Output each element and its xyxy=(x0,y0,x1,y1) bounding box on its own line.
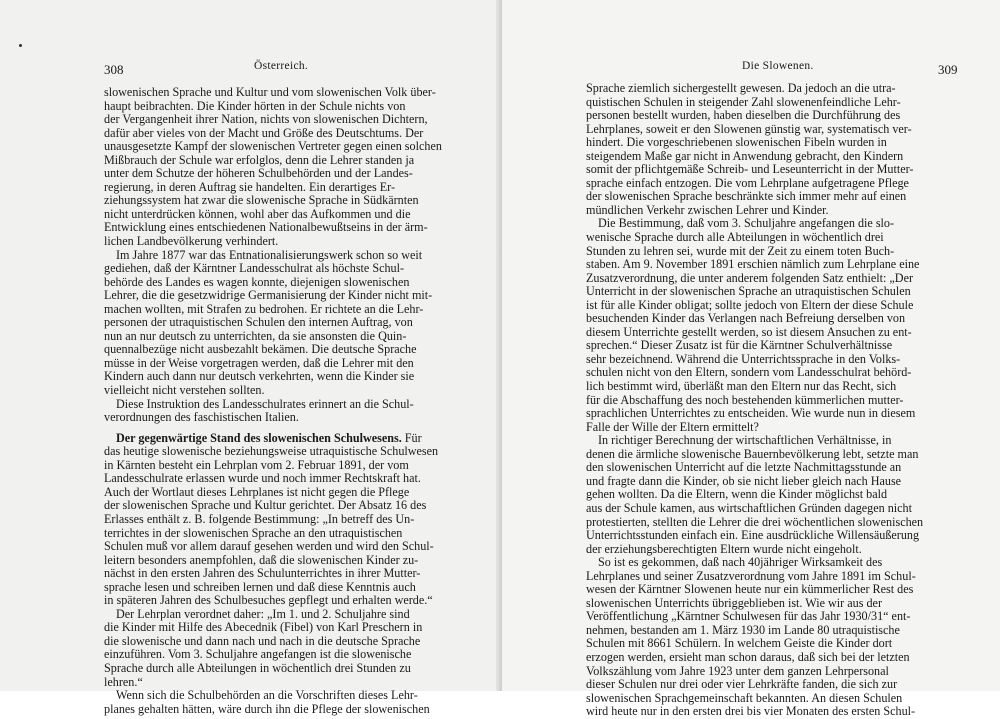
text-line: terrichtes in der slowenischen Sprache an den utraquistischen xyxy=(104,525,403,540)
text-line: sehr bezeichnend. Während die Unterrichtssprache in den Volks- xyxy=(586,351,901,366)
text-line: planes gehalten hätten, wäre durch ihn die Pflege der slowenischen xyxy=(104,701,430,716)
text-line: Sprache ziemlich sichergestellt gewesen. Da jedoch an die utra- xyxy=(586,81,896,95)
left-running-head: Österreich. xyxy=(254,60,309,72)
text-line: Sprache durch alle Abteilungen in wöchentlich drei Stunden zu xyxy=(104,660,411,675)
text-line: staben. Am 9. November 1891 erschien nämlich zum Lehrplane eine xyxy=(586,257,920,272)
text-line: Lehrplanes und seiner Zusatzverordnung vom Jahre 1891 im Schul- xyxy=(586,568,916,583)
section-heading-rest: Für xyxy=(401,430,422,445)
text-line: slowenischen Unterrichts übriggeblieben ist. Wie wir aus der xyxy=(586,595,882,610)
text-line: die Kinder mit Hilfe des Abecednik (Fibel) von Karl Preschern in xyxy=(104,620,423,635)
text-line: Wenn sich die Schulbehörden an die Vorschriften dieses Lehr- xyxy=(116,688,418,703)
text-line: Zusatzverordnung, die unter anderem folgenden Satz enthielt: „Der xyxy=(586,270,913,285)
text-line: slowenischen Sprachgemeinschaft bekannten. An diesen Schulen xyxy=(586,690,903,705)
text-line: den slowenischen Unterricht auf die letzte Nachmittagsstunde an xyxy=(586,460,902,475)
text-line: Erlasses enthält z. B. folgende Bestimmung: „In betreff des Un- xyxy=(104,511,415,526)
text-line: slowenischen Sprache und Kultur und vom slowenischen Volk über- xyxy=(104,85,436,99)
text-line: lehren.“ xyxy=(104,674,143,689)
text-line: Veröffentlichung „Kärntner Schulwesen für das Jahr 1930/31“ ent- xyxy=(586,609,911,624)
text-line: haupt beibrachten. Die Kinder hörten in der Schule nichts von xyxy=(104,98,406,113)
text-line: lichen Landbevölkerung verhindert. xyxy=(104,234,279,249)
left-page-number: 308 xyxy=(104,62,124,77)
text-line: nächst in den ersten Jahren des Schulunterrichtes in ihrer Mutter- xyxy=(104,566,421,581)
text-line: Auch der Wortlaut dieses Lehrplanes ist nicht gegen die Pflege xyxy=(104,484,410,499)
text-line: lich bestimmt wird, überläßt man den Eltern nur das Recht, sich xyxy=(586,379,897,394)
text-line: schulen nicht von den Eltern, sondern vom Landesschulrat behörd- xyxy=(586,365,912,380)
text-line: quennalbezüge nicht ausbezahlt bekämen. Die deutsche Sprache xyxy=(104,342,417,357)
text-line: sprachlichen Unterrichtes zu entscheiden. Wie wurde nun in diesem xyxy=(586,406,916,421)
text-line: Volkszählung vom Jahre 1923 unter dem ganzen Lehrpersonal xyxy=(586,663,889,678)
text-line: müsse in der Weise vorgetragen werden, daß die Lehrer mit den xyxy=(104,355,414,370)
ink-speck xyxy=(19,44,22,47)
text-line: wesen der Kärntner Slowenen heute nur ein kümmerlicher Rest des xyxy=(586,582,914,597)
right-body-text xyxy=(586,82,966,719)
text-line: und fragte dann die Kinder, ob sie nicht lieber gleich nach Hause xyxy=(586,473,902,488)
text-line: aus der Schule kamen, aus wirtschaftlichen Gründen dagegen nicht xyxy=(586,500,913,515)
text-line: regierung, in deren Auftrag sie handelten. Ein derartiges Er- xyxy=(104,179,396,194)
text-line: in Kärnten besteht ein Lehrplan vom 2. Februar 1891, der vom xyxy=(104,457,409,472)
text-line: der slowenischen Sprache und Kultur gerichtet. Der Absatz 16 des xyxy=(104,498,427,513)
text-line: Lehrer, die die gesetzwidrige Germanisierung der Kinder nicht mit- xyxy=(104,288,433,303)
text-line: unter dem Schutze der höheren Schulbehörden und der Landes- xyxy=(104,166,413,181)
text-line: Unterricht in der slowenischen Sprache an utraquistischen Schulen xyxy=(586,284,911,299)
left-page xyxy=(0,0,502,716)
text-line: die slowenische und dann nach und nach in die deutsche Sprache xyxy=(104,633,421,648)
text-line: steigendem Maße gar nicht in Anwendung gebracht, den Kindern xyxy=(586,148,904,163)
section-heading: Der gegenwärtige Stand des slowenischen Schulwesens. xyxy=(116,430,402,445)
text-line: Der Lehrplan verordnet daher: „Im 1. und 2. Schuljahre sind xyxy=(116,606,410,621)
text-line: Mißbrauch der Schule war erfolglos, denn die Lehrer standen ja xyxy=(104,152,415,167)
text-line: Schulen mit 8661 Schülern. In welchem Geiste die Kinder dort xyxy=(586,636,893,651)
text-line: gediehen, daß der Kärntner Landesschulrat als höchste Schul- xyxy=(104,261,405,276)
text-line: behörde des Landes es wagen konnte, diejenigen slowenischen xyxy=(104,274,410,289)
text-line: ist für alle Kinder obligat; sollte jedoch von Eltern der diese Schule xyxy=(586,297,914,312)
text-line: gehen wollten. Da die Eltern, wenn die Kinder möglichst bald xyxy=(586,487,888,502)
text-line: In richtiger Berechnung der wirtschaftlichen Verhältnisse, in xyxy=(598,433,892,448)
text-line: Im Jahre 1877 war das Entnationalisierungswerk schon so weit xyxy=(116,247,423,262)
text-line: einzuführen. Vom 3. Schuljahre angefangen ist die slowenische xyxy=(104,647,412,662)
text-line: personen bestellt wurden, haben dieselben die Durchführung des xyxy=(586,108,901,123)
text-line: hindert. Die vorgeschriebenen slowenischen Fibeln wurden in xyxy=(586,135,887,150)
text-line: nehmen, bestanden am 1. März 1930 im Lande 80 utraquistische xyxy=(586,622,900,637)
left-body-text xyxy=(104,86,474,716)
text-line: Die Bestimmung, daß vom 3. Schuljahre angefangen die slo- xyxy=(598,216,895,231)
text-line: dieser Schulen nur drei oder vier Lehrkräfte fanden, die sich zur xyxy=(586,677,898,692)
right-running-head: Die Slowenen. xyxy=(742,60,814,72)
text-line: Diese Instruktion des Landesschulrates erinnert an die Schul- xyxy=(116,396,414,411)
text-line: in späteren Jahren des Schulbesuches gepflegt und erhalten werde.“ xyxy=(104,593,433,608)
text-line: dafür aber vieles von der Macht und Größe des Deutschtums. Der xyxy=(104,125,424,140)
text-line: Entwicklung eines entschiedenen Nationalbewußtseins in der ärm- xyxy=(104,220,428,235)
text-line: personen der utraquistischen Schulen den internen Auftrag, von xyxy=(104,315,413,330)
text-line: sprache lesen und schreiben lernen und daß diese Kenntnis auch xyxy=(104,579,416,594)
text-line: unausgesetzte Kampf der slowenischen Vertreter gegen einen solchen xyxy=(104,139,442,154)
text-line: diesem Unterrichte gestellt werden, so ist diesem Ansuchen zu ent- xyxy=(586,324,912,339)
text-line: Unterrichtsstunden einfach ein. Eine ausdrückliche Willensäußerung xyxy=(586,528,920,543)
text-line: wird heute nur in den ersten drei bis vier Monaten des ersten Schul- xyxy=(586,704,916,719)
text-line: Falle der Wille der Eltern ermittelt? xyxy=(586,419,759,434)
text-line: verordnungen des faschistischen Italien. xyxy=(104,410,299,425)
text-line: Lehrplanes, soweit er den Slowenen günstig war, systematisch ver- xyxy=(586,121,912,136)
text-line: besuchenden Kinder das Verlangen nach Befreiung derselben von xyxy=(586,311,906,326)
text-line: vielleicht nicht verstehen sollten. xyxy=(104,383,265,398)
text-line: So ist es gekommen, daß nach 40jähriger Wirksamkeit des xyxy=(598,555,883,570)
text-line: machen wollten, mit Strafen zu bedrohen. Er richtete an die Lehr- xyxy=(104,301,424,316)
text-line: der slowenischen Sprache beschränkte sich immer mehr auf einen xyxy=(586,189,907,204)
text-line xyxy=(104,432,474,446)
text-line: protestierten, stellten die Lehrer die drei wöchentlichen slowenischen xyxy=(586,514,924,529)
text-line: Stunden zu lehren sei, wurde mit der Zeit zu einem toten Buch- xyxy=(586,243,895,258)
text-line: wenische Sprache durch alle Abteilungen in wöchentlich drei xyxy=(586,230,884,245)
text-line: Schulen muß vor allem darauf gesehen werden und wird den Schul- xyxy=(104,539,434,554)
text-line: leitern besonders anempfohlen, daß die slowenischen Kinder zu- xyxy=(104,552,419,567)
text-line: Kindern auch dann nur deutsch verkehrten, wenn die Kinder sie xyxy=(104,369,415,384)
text-line: erzogen werden, ersieht man schon daraus, daß sich bei der letzten xyxy=(586,649,910,664)
text-line: nun an nur deutsch zu unterrichten, da sie ansonsten die Quin- xyxy=(104,328,407,343)
text-line: der Vergangenheit ihrer Nation, nichts von slowenischen Dichtern, xyxy=(104,112,428,127)
text-line: quistischen Schulen in steigender Zahl slowenenfeindliche Lehr- xyxy=(586,94,901,109)
text-line: Landesschulrate erlassen wurde und noch immer Rechtskraft hat. xyxy=(104,471,421,486)
text-line: sprache einfach entzogen. Die vom Lehrplane aufgetragene Pflege xyxy=(586,175,909,190)
text-line: mündlichen Verkehr zwischen Lehrer und Kinder. xyxy=(586,202,829,217)
text-line: denen die ärmliche slowenische Bauernbevölkerung lebt, setzte man xyxy=(586,446,919,461)
right-page-number: 309 xyxy=(938,62,958,77)
text-line: das heutige slowenische beziehungsweise utraquistische Schulwesen xyxy=(104,444,439,459)
text-line: sprechen.“ Dieser Zusatz ist für die Kärntner Schulverhältnisse xyxy=(586,338,893,353)
text-line: somit der pflichtgemäße Schreib- und Leseunterricht in der Mutter- xyxy=(586,162,914,177)
text-line: nicht unterdrücken können, wohl aber das Aufkommen und die xyxy=(104,206,411,221)
text-line: für die Abschaffung des noch bestehenden kümmerlichen mutter- xyxy=(586,392,904,407)
right-page xyxy=(502,0,1000,719)
text-line: der erziehungsberechtigten Eltern wurde nicht eingeholt. xyxy=(586,541,862,556)
text-line: ziehungssystem hat zwar die slowenische Sprache in Südkärnten xyxy=(104,193,419,208)
